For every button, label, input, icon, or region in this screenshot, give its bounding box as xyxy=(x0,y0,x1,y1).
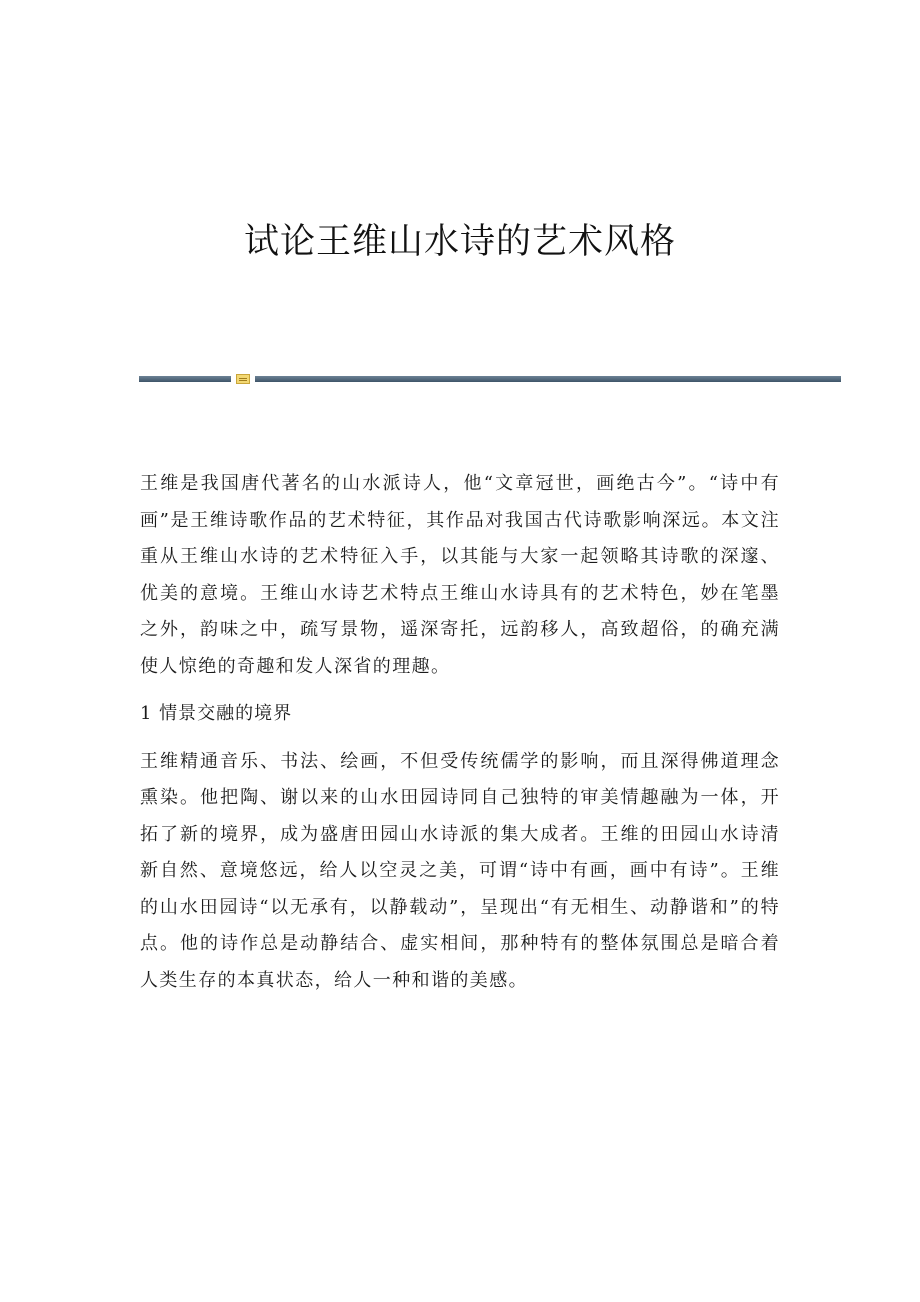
section-paragraph: 王维精通音乐、书法、绘画，不但受传统儒学的影响，而且深得佛道理念熏染。他把陶、谢以来的山水田园诗同自己独特的审美情趣融为一体，开拓了新的境界，成为盛唐田园山水诗派的集大成者。王维的田园山水诗清新自然、意境悠远，给人以空灵之美，可谓“诗中有画，画中有诗”。王维的山水田园诗“以无承有，以静载动”，呈现出“有无相生、动静谐和”的特点。他的诗作总是动静结合、虚实相间，那种特有的整体氛围总是暗合着人类生存的本真状态，给人一种和谐的美感。 xyxy=(140,750,780,991)
divider-bar-right xyxy=(255,376,841,382)
divider-ornament-icon xyxy=(236,374,250,384)
document-title: 试论王维山水诗的艺术风格 xyxy=(243,222,676,262)
intro-paragraph: 王维是我国唐代著名的山水派诗人，他“文章冠世，画绝古今”。“诗中有画”是王维诗歌作品的艺术特征，其作品对我国古代诗歌影响深远。本文注重从王维山水诗的艺术特征入手，以其能与大家一起领略其诗歌的深邃、优美的意境。王维山水诗艺术特点王维山水诗具有的艺术特色，妙在笔墨之外，韵味之中，疏写景物，遥深寄托，远韵移人，高致超俗，的确充满使人惊绝的奇趣和发人深省的理趣。 xyxy=(140,473,780,677)
divider-bar-left xyxy=(139,376,231,382)
title-divider xyxy=(139,374,841,384)
section-heading: 1 情景交融的境界 xyxy=(140,703,293,724)
document-body xyxy=(140,466,780,999)
